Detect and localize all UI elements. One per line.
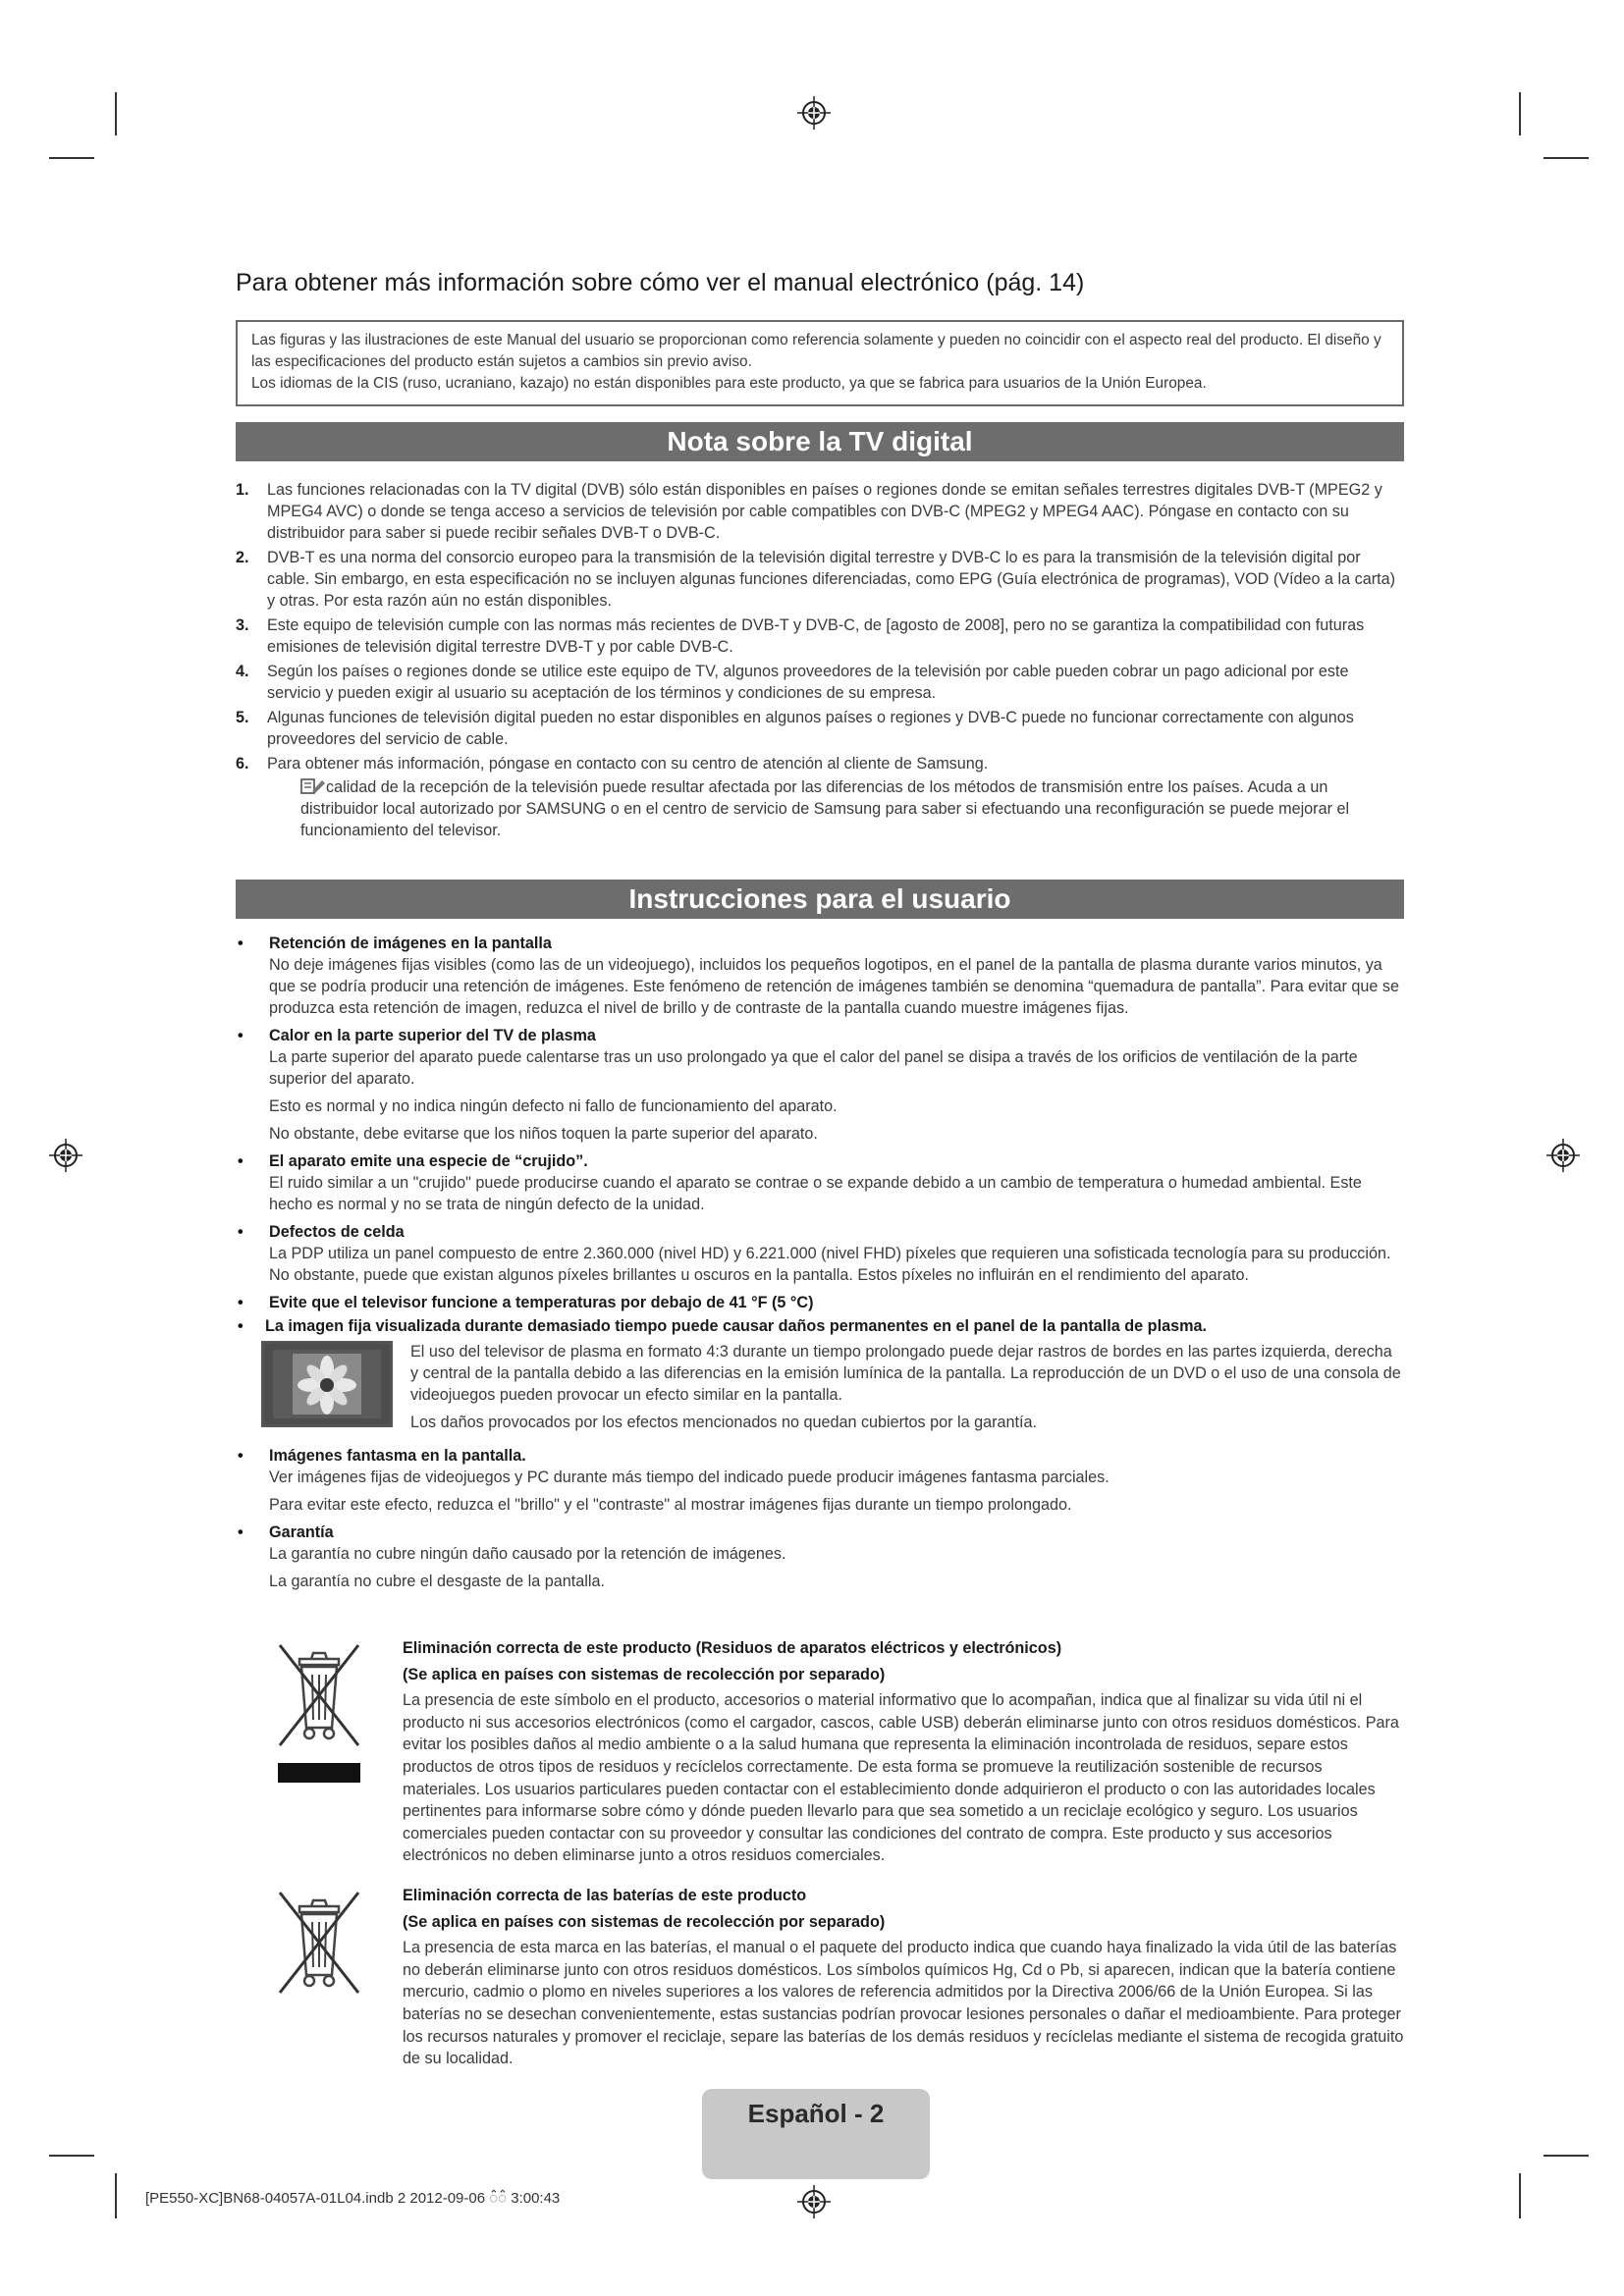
bullet-text: La garantía no cubre el desgaste de la pantalla.	[269, 1573, 605, 1590]
item-number: 4.	[236, 663, 249, 680]
bullet-item-cells	[236, 1221, 1404, 1286]
bullet-item-temperature	[236, 1292, 1404, 1313]
bullet-icon: •	[238, 1294, 244, 1311]
tv-screen-image	[261, 1341, 393, 1427]
user-instructions-list	[236, 931, 1404, 1598]
bullet-text: La PDP utiliza un panel compuesto de entre 2.360.000 (nivel HD) y 6.221.000 (nivel FHD) píxeles que requieren una sofisticada tecnología para su producción. No obstante, puede que existan algunos píxeles brillantes u oscuros en la pantalla. Estos píxeles no influirán en el rendimiento del aparato.	[269, 1245, 1391, 1284]
item-text: Algunas funciones de televisión digital pueden no estar disponibles en algunos países o regiones y DVB-C puede no funcionar correctamente con algunos proveedores del servicio de cable.	[267, 709, 1354, 748]
disposal-text: La presencia de este símbolo en el producto, accesorios o material informativo que lo acompañan, indica que al finalizar su vida útil ni el producto ni sus accesorios electrónicos (como el cargador, cascos, cable USB) deberán eliminarse junto con otros residuos domésticos. Para evitar los posibles daños al medio ambiente o a la salud humana que representa la eliminación incontrolada de residuos, separe estos productos de otros tipos de residuos y recíclelos correctamente. De esta forma se promueve la reutilización sostenible de recursos materiales. Los usuarios particulares pueden contactar con el establecimiento donde adquirieron el producto o con las autoridades locales pertinentes para informarse sobre cómo y dónde pueden llevarlo para que sea sometido a un reciclaje ecológico y seguro. Los usuarios comerciales pueden contactar con su proveedor y consultar las condiciones del contrato de compra. Este producto y sus accesorios electrónicos no deben eliminarse junto a otros residuos comerciales.	[403, 1691, 1399, 1865]
bullet-icon: •	[238, 1027, 244, 1044]
bullet-title: Retención de imágenes en la pantalla	[269, 934, 552, 952]
crop-mark	[1519, 2173, 1521, 2218]
list-item	[236, 547, 1404, 612]
registration-mark-icon	[49, 1139, 82, 1172]
list-item	[236, 753, 1404, 841]
page-title: Para obtener más información sobre cómo ver el manual electrónico (pág. 14)	[236, 269, 1085, 296]
bullet-title: Imágenes fantasma en la pantalla.	[269, 1447, 526, 1465]
bullet-icon: •	[238, 1523, 244, 1541]
item-text: Para obtener más información, póngase en contacto con su centro de atención al cliente de Samsung.	[267, 755, 989, 773]
static-image-figure	[261, 1341, 1404, 1439]
notice-box	[236, 320, 1404, 406]
bullet-item-warranty	[236, 1522, 1404, 1592]
disposal-title: Eliminación correcta de las baterías de este producto	[403, 1887, 807, 1904]
crop-mark	[115, 92, 117, 135]
section-heading-user-instructions: Instrucciones para el usuario	[236, 880, 1404, 919]
digital-tv-list	[236, 479, 1404, 844]
item-number: 6.	[236, 755, 249, 773]
note-text	[267, 776, 1404, 841]
disposal-product-block	[236, 1637, 1404, 1867]
registration-mark-icon	[797, 96, 831, 130]
flower-icon	[273, 1350, 381, 1418]
item-number: 3.	[236, 616, 249, 634]
list-item	[236, 707, 1404, 750]
bullet-title: El aparato emite una especie de “crujido”.	[269, 1152, 588, 1170]
disposal-title: Eliminación correcta de este producto (Residuos de aparatos eléctricos y electrónicos)	[403, 1639, 1062, 1657]
black-bar-symbol	[278, 1763, 360, 1783]
item-text: Las funciones relacionadas con la TV digital (DVB) sólo están disponibles en países o regiones donde se emitan señales terrestres digitales DVB-T (MPEG2 y MPEG4 AVC) o donde se tenga acceso a servicios de televisión por cable compatibles con DVB-C (MPEG2 y MPEG4 AAC). Póngase en contacto con su distribuidor para saber si puede recibir señales DVB-T o DVB-C.	[267, 481, 1382, 542]
list-item	[236, 479, 1404, 544]
crop-mark	[115, 2173, 117, 2218]
bullet-text: No obstante, debe evitarse que los niños toquen la parte superior del aparato.	[269, 1125, 818, 1143]
page-number: Español - 2	[747, 2099, 885, 2128]
bullet-item-retention	[236, 933, 1404, 1019]
bullet-icon: •	[238, 934, 244, 952]
bullet-icon: •	[238, 1317, 244, 1335]
crop-mark	[1519, 92, 1521, 135]
bullet-title: La imagen fija visualizada durante demasiado tiempo puede causar daños permanentes en el panel de la pantalla de plasma.	[265, 1317, 1207, 1335]
disposal-text: La presencia de esta marca en las baterías, el manual o el paquete del producto indica que cuando haya finalizado la vida útil de las baterías no deberán eliminarse junto con otros residuos domésticos. Los símbolos químicos Hg, Cd o Pb, si aparecen, indican que la batería contiene mercurio, cadmio o plomo en niveles superiores a los valores de referencia admitidos por la Directiva 2006/66 de la Unión Europea. Si las baterías no se desechan convenientemente, estas sustancias podrían provocar lesiones personales o dañar el medioambiente. Para proteger los recursos naturales y promover el reciclaje, separe las baterías de los demás residuos y recíclelas mediante el sistema de recogida gratuito de su localidad.	[403, 1939, 1404, 2068]
bullet-icon: •	[238, 1447, 244, 1465]
bullet-text: La garantía no cubre ningún daño causado por la retención de imágenes.	[269, 1545, 786, 1563]
section-heading-digital-tv: Nota sobre la TV digital	[236, 422, 1404, 461]
disposal-subtitle: (Se aplica en países con sistemas de recolección por separado)	[403, 1665, 886, 1683]
bullet-item-ghost	[236, 1445, 1404, 1516]
print-slug: [PE550-XC]BN68-04057A-01L04.indb 2 2012-09-06 ꠆꠆ 3:00:43	[145, 2190, 561, 2207]
item-number: 5.	[236, 709, 249, 726]
bullet-item-heat	[236, 1025, 1404, 1145]
list-item	[236, 614, 1404, 658]
disposal-batteries-block	[236, 1885, 1404, 2070]
list-item	[236, 661, 1404, 704]
crossed-bin-icon	[270, 1885, 368, 2002]
registration-mark-icon	[797, 2185, 831, 2218]
figure-text: Los daños provocados por los efectos mencionados no quedan cubiertos por la garantía.	[410, 1414, 1038, 1431]
bullet-text: Para evitar este efecto, reduzca el "brillo" y el "contraste" al mostrar imágenes fijas durante un tiempo prolongado.	[269, 1496, 1072, 1514]
figure-text: El uso del televisor de plasma en formato 4:3 durante un tiempo prolongado puede dejar rastros de bordes en las partes izquierda, derecha y central de la pantalla debido a las diferencias en la emisión lumínica de la pantalla. La reproducción de un DVD o el uso de una consola de videojuegos pueden provocar un efecto similar en la pantalla.	[410, 1343, 1401, 1404]
crop-mark	[49, 157, 94, 159]
bullet-title: Calor en la parte superior del TV de plasma	[269, 1027, 596, 1044]
registration-mark-icon	[1546, 1139, 1580, 1172]
bullet-item-crack	[236, 1150, 1404, 1215]
item-number: 2.	[236, 549, 249, 566]
item-number: 1.	[236, 481, 249, 499]
page-number-tab	[702, 2089, 930, 2179]
note-icon	[300, 777, 326, 795]
bullet-text: La parte superior del aparato puede calentarse tras un uso prolongado ya que el calor del panel se disipa a través de los orificios de ventilación de la parte superior del aparato.	[269, 1048, 1358, 1088]
bullet-title: Garantía	[269, 1523, 334, 1541]
bullet-item-static-image	[236, 1315, 1404, 1337]
crop-mark	[1543, 157, 1589, 159]
item-text: Según los países o regiones donde se utilice este equipo de TV, algunos proveedores de la televisión por cable pueden cobrar un pago adicional por este servicio y pueden exigir al usuario su aceptación de los términos y condiciones de su empresa.	[267, 663, 1349, 702]
bullet-text: No deje imágenes fijas visibles (como las de un videojuego), incluidos los pequeños logotipos, en el panel de la pantalla de plasma durante varios minutos, ya que se podría producir una retención de imágenes. Este fenómeno de retención de imágenes también se denomina “quemadura de pantalla”. Para evitar que se produzca esta retención de imagen, reduzca el nivel de brillo y de contraste de la pantalla cuando muestre imágenes fijas.	[269, 956, 1399, 1017]
bullet-icon: •	[238, 1223, 244, 1241]
item-text: Este equipo de televisión cumple con las normas más recientes de DVB-T y DVB-C, de [agosto de 2008], pero no se garantiza la compatibilidad con futuras emisiones de televisión digital terrestre DVB-T y por cable DVB-C.	[267, 616, 1365, 656]
item-text: DVB-T es una norma del consorcio europeo para la transmisión de la televisión digital terrestre y DVB-C lo es para la transmisión de la televisión digital por cable. Sin embargo, en esta especificación no se incluyen algunas funciones diferenciadas, como EPG (Guía electrónica de programas), VOD (Vídeo a la carta) y otras. Por esta razón aún no están disponibles.	[267, 549, 1396, 610]
bullet-title: Defectos de celda	[269, 1223, 405, 1241]
note-body: calidad de la recepción de la televisión puede resultar afectada por las diferencias de los métodos de transmisión entre los países. Acuda a un distribuidor local autorizado por SAMSUNG o en el centro de servicio de Samsung para saber si efectuando una reconfiguración se puede mejorar el funcionamiento del televisor.	[300, 778, 1350, 839]
bullet-text: Esto es normal y no indica ningún defecto ni fallo de funcionamiento del aparato.	[269, 1097, 838, 1115]
bullet-text: El ruido similar a un "crujido" puede producirse cuando el aparato se contrae o se expande debido a un cambio de temperatura o humedad ambiental. Este hecho es normal y no se trata de ningún defecto de la unidad.	[269, 1174, 1362, 1213]
disposal-subtitle: (Se aplica en países con sistemas de recolección por separado)	[403, 1912, 886, 1931]
notice-line: Los idiomas de la CIS (ruso, ucraniano, kazajo) no están disponibles para este producto, ya que se fabrica para usuarios de la Unión Europea.	[251, 375, 1207, 392]
crossed-bin-icon	[270, 1637, 368, 1755]
bullet-text: Ver imágenes fijas de videojuegos y PC durante más tiempo del indicado puede producir imágenes fantasma parciales.	[269, 1468, 1110, 1486]
bullet-title: Evite que el televisor funcione a temperaturas por debajo de 41 °F (5 °C)	[269, 1294, 814, 1311]
notice-line: Las figuras y las ilustraciones de este Manual del usuario se proporcionan como referencia solamente y pueden no coincidir con el aspecto real del producto. El diseño y las especificaciones del producto están sujetos a cambios sin previo aviso.	[251, 332, 1381, 370]
crop-mark	[49, 2155, 94, 2157]
crop-mark	[1543, 2155, 1589, 2157]
bullet-icon: •	[238, 1152, 244, 1170]
